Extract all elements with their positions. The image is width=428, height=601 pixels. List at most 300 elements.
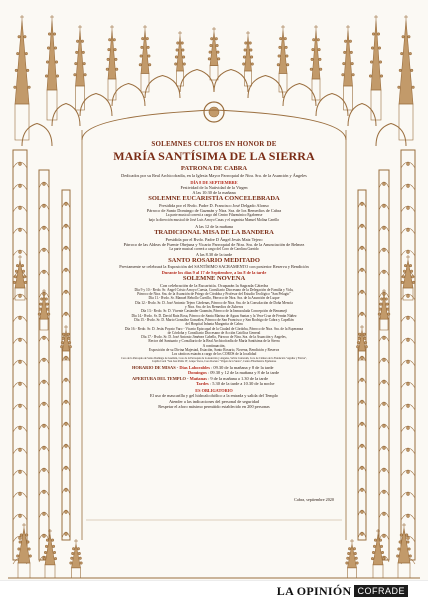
crocket-ornament	[44, 551, 46, 553]
column-boss	[65, 467, 68, 470]
list-item: Día 17.- Rvdo. Sr. D. José Antonio Jiménez Cabello, Párroco de Ntra. Sra. de la Asunción y Ángeles,	[141, 335, 287, 340]
crocket-ornament	[351, 62, 353, 64]
arch-ornament	[283, 84, 316, 107]
crocket-ornament	[277, 64, 279, 66]
column-boss	[407, 185, 410, 188]
spire-ornament	[210, 32, 218, 66]
weekdays-label: Días Laborables	[179, 365, 210, 371]
crocket-ornament	[23, 276, 25, 278]
column-boss	[19, 537, 22, 540]
patron-line: PATRONA DE CABRA	[180, 164, 248, 172]
column-boss	[43, 491, 46, 494]
crocket-ornament	[407, 541, 409, 543]
publisher-section: COFRADE	[354, 585, 408, 597]
column-boss	[65, 445, 68, 448]
sundays-hours: 09.30 y 12 de la mañana y 8 de la tarde	[210, 370, 280, 376]
crocket-ornament	[250, 56, 252, 58]
crocket-ornament	[54, 47, 56, 49]
crocket-ornament	[20, 534, 22, 536]
crocket-ornament	[371, 47, 373, 49]
column-boss	[19, 361, 22, 364]
column-boss	[19, 163, 22, 166]
spire-base	[399, 104, 413, 140]
column-boss	[19, 515, 22, 518]
list-item: Día 9 y 10.- Rvdo. Sr. Ángel Cristo Arroyo Cuesta, Consiliario Diocesano de la Delegación de Familia y Vida,	[134, 287, 294, 292]
list-item: Día 16.- Rvdo. Sr. D. Jesús Poyato Varo - Vicario Episcopal de la Ciudad de Córdoba, Párroco de Ntra. Sra. de la Esperanza	[124, 326, 304, 331]
crocket-ornament	[379, 539, 381, 541]
crocket-ornament	[399, 541, 401, 543]
rules-line-2: Atender a las indicaciones del personal de seguridad	[168, 398, 260, 404]
crocket-ornament	[72, 552, 74, 554]
column-boss	[65, 269, 68, 272]
column-boss	[19, 207, 22, 210]
crocket-ornament	[244, 49, 246, 51]
crocket-ornament	[400, 534, 402, 536]
spire-base	[373, 565, 383, 578]
crocket-ornament	[409, 555, 411, 557]
spire-base	[344, 86, 353, 110]
column-boss	[383, 425, 386, 428]
column-boss	[43, 359, 46, 362]
crocket-ornament	[286, 55, 288, 57]
crocket-ornament	[19, 541, 21, 543]
crocket-ornament	[409, 264, 411, 266]
crocket-ornament	[115, 58, 117, 60]
column-boss	[19, 339, 22, 342]
novena-intro: Con celebración de la Eucaristía. Ocuparán la Sagrada Cátedra	[160, 282, 268, 288]
crocket-ornament	[369, 75, 371, 77]
column-boss	[361, 467, 364, 470]
column-boss	[43, 513, 46, 516]
crocket-ornament	[18, 36, 20, 38]
rosary-time: A las 8.30 de la tarde	[195, 251, 233, 257]
column-boss	[19, 317, 22, 320]
crocket-ornament	[363, 333, 365, 335]
crocket-ornament	[76, 51, 78, 53]
crocket-ornament	[55, 61, 57, 63]
crocket-ornament	[15, 69, 17, 71]
column-boss	[65, 247, 68, 250]
spire-ornament	[18, 528, 30, 563]
eucharist-music: La parte musical correrá a cargo del Centro Filarmónico Egabrense	[165, 213, 263, 218]
spire-base	[279, 73, 287, 92]
crocket-ornament	[109, 39, 111, 41]
crocket-ornament	[385, 298, 387, 300]
crocket-ornament	[216, 44, 218, 46]
crocket-ornament	[26, 534, 28, 536]
crocket-ornament	[56, 75, 58, 77]
column-boss	[407, 405, 410, 408]
crocket-ornament	[114, 48, 116, 50]
column-boss	[43, 447, 46, 450]
crocket-ornament	[40, 303, 42, 305]
spire-ornament	[76, 30, 85, 86]
spire-ornament	[403, 260, 413, 288]
crocket-ornament	[45, 298, 47, 300]
crocket-ornament	[13, 281, 15, 283]
spire-base	[72, 568, 81, 578]
crocket-ornament	[28, 86, 30, 88]
eucharist-presider-role: Párroco de Santo Domingo de Guzmán y Ntra. Sra. de los Remedios de Cabra	[146, 208, 282, 214]
column-boss	[43, 205, 46, 208]
column-boss	[407, 427, 410, 430]
column-boss	[19, 229, 22, 232]
crocket-ornament	[113, 39, 115, 41]
crocket-ornament	[364, 337, 366, 339]
crocket-ornament	[243, 56, 245, 58]
crocket-ornament	[365, 346, 367, 348]
crocket-ornament	[209, 51, 211, 53]
spire-base	[76, 86, 85, 110]
spire-ornament	[399, 20, 413, 104]
spire-base	[210, 66, 218, 80]
crocket-ornament	[387, 308, 389, 310]
crocket-ornament	[116, 68, 118, 70]
column-ornament	[401, 150, 415, 560]
rules-title: ES OBLIGATORIO	[195, 388, 233, 394]
crocket-ornament	[380, 75, 382, 77]
crocket-ornament	[243, 63, 245, 65]
column-boss	[19, 295, 22, 298]
crocket-ornament	[141, 46, 143, 48]
column-boss	[383, 227, 386, 230]
preacher-list	[92, 288, 336, 344]
crocket-ornament	[77, 548, 79, 550]
crocket-ornament	[317, 39, 319, 41]
crocket-ornament	[279, 46, 281, 48]
column-boss	[65, 313, 68, 316]
column-boss	[65, 203, 68, 206]
crocket-ornament	[347, 557, 349, 559]
crocket-ornament	[313, 39, 315, 41]
crocket-ornament	[372, 551, 374, 553]
publisher-banner	[0, 580, 428, 601]
crocket-ornament	[374, 539, 376, 541]
spire-base	[47, 90, 57, 120]
spire-ornament	[371, 20, 381, 90]
crocket-ornament	[357, 341, 359, 343]
crocket-ornament	[353, 548, 355, 550]
publisher-name: LA OPINIÓN	[276, 583, 352, 598]
crocket-ornament	[346, 562, 348, 564]
crocket-ornament	[25, 52, 27, 54]
crocket-ornament	[403, 270, 405, 272]
arch-ornament	[145, 76, 180, 99]
column-boss	[361, 423, 364, 426]
crocket-ornament	[399, 69, 401, 71]
crocket-ornament	[386, 303, 388, 305]
crocket-ornament	[80, 562, 82, 564]
list-item: de Córdoba y Consiliario Diocesano de Acción Católica General	[167, 330, 261, 335]
crocket-ornament	[53, 551, 55, 553]
choirs-line: Los cánticos estarán a cargo de los COROS de la localidad	[171, 352, 257, 357]
opening-label: APERTURA DEL TEMPLO	[132, 375, 186, 381]
crocket-ornament	[356, 562, 358, 564]
crocket-ornament	[211, 38, 213, 40]
dedication-line: Dedicados por su Real Archicofradía, en la Iglesia Mayor Parroquial de Ntra. Sra. de la Asunción y Ángeles	[121, 172, 307, 178]
crocket-ornament	[17, 555, 19, 557]
crocket-ornament	[370, 61, 372, 63]
crocket-ornament	[149, 64, 151, 66]
column-boss	[407, 361, 410, 364]
crocket-ornament	[349, 40, 351, 42]
crocket-ornament	[45, 75, 47, 77]
crocket-ornament	[48, 33, 50, 35]
crocket-ornament	[61, 341, 63, 343]
column-boss	[43, 183, 46, 186]
spire-base	[15, 104, 29, 140]
column-boss	[407, 471, 410, 474]
crocket-ornament	[22, 270, 24, 272]
column-boss	[65, 225, 68, 228]
crocket-ornament	[38, 313, 40, 315]
column-boss	[19, 383, 22, 386]
list-item: del Hospital Infanta Margarita de Cabra	[185, 322, 243, 327]
spire-base	[380, 319, 388, 330]
crocket-ornament	[278, 55, 280, 57]
column-boss	[65, 533, 68, 536]
column-boss	[383, 359, 386, 362]
flag-mass-presider-role: Párroco de las Aldeas de Fuente Obejuna y Vicario Parroquial de Ntra. Sra. de la Anunciación de Belmez	[123, 242, 305, 248]
column-boss	[407, 163, 410, 166]
column-boss	[19, 405, 22, 408]
afternoon-hours: 5.30 de la tarde a 10.30 de la noche	[212, 381, 275, 387]
column-boss	[65, 511, 68, 514]
crocket-ornament	[54, 557, 56, 559]
spire-base	[18, 563, 30, 578]
crocket-ornament	[181, 42, 183, 44]
crocket-ornament	[43, 557, 45, 559]
crocket-ornament	[218, 58, 220, 60]
column-boss	[361, 291, 364, 294]
crocket-ornament	[380, 303, 382, 305]
arch-ornament	[248, 76, 283, 99]
crocket-ornament	[15, 270, 17, 272]
arch-ornament	[214, 70, 248, 93]
crocket-ornament	[249, 42, 251, 44]
crocket-ornament	[402, 276, 404, 278]
crocket-ornament	[46, 61, 48, 63]
column-boss	[361, 489, 364, 492]
crocket-ornament	[344, 40, 346, 42]
column-boss	[65, 291, 68, 294]
crocket-ornament	[71, 557, 73, 559]
column-boss	[19, 427, 22, 430]
crocket-ornament	[251, 63, 253, 65]
column-boss	[407, 229, 410, 232]
crocket-ornament	[148, 55, 150, 57]
column-boss	[43, 227, 46, 230]
spire-ornament	[15, 20, 29, 104]
column-boss	[383, 403, 386, 406]
crocket-ornament	[16, 264, 18, 266]
flag-mass-presider: Presidida por el Rvdo. Padre D Ángel Jesús Maiz Tejero	[165, 236, 263, 242]
column-boss	[383, 469, 386, 472]
crocket-ornament	[217, 51, 219, 53]
spire-base	[348, 568, 357, 578]
column-boss	[361, 379, 364, 382]
crocket-ornament	[404, 264, 406, 266]
crocket-ornament	[372, 33, 374, 35]
column-boss	[407, 251, 410, 254]
intro-line: SOLEMNES CULTOS EN HONOR DE	[151, 140, 277, 148]
list-item: Día 15.- Rvdo. Sr. D. Mario González González, Párroco de San Francisco y San Rodrigo de Cabra y Capellán	[134, 317, 294, 322]
crocket-ornament	[107, 58, 109, 60]
crocket-ornament	[284, 37, 286, 39]
crocket-ornament	[17, 52, 19, 54]
column-boss	[361, 445, 364, 448]
novena-title: SOLEMNE NOVENA	[182, 274, 246, 282]
column-boss	[361, 203, 364, 206]
morning-hours: 9 de la mañana a 1.30 de la tarde	[210, 375, 269, 381]
list-item: Día 11.- Rvdo. Sr. Manuel Rebollo Carrillo, Párroco de Ntra. Sra. de la Asunción de Luque	[148, 296, 280, 301]
crocket-ornament	[76, 40, 78, 42]
crocket-ornament	[358, 337, 360, 339]
column-boss	[383, 535, 386, 538]
column-boss	[407, 515, 410, 518]
spire-ornament	[373, 534, 383, 565]
crocket-ornament	[69, 346, 71, 348]
crocket-ornament	[21, 264, 23, 266]
crocket-ornament	[378, 313, 380, 315]
column-boss	[65, 357, 68, 360]
crocket-ornament	[68, 337, 70, 339]
date-place: Cabra, septiembre 2020	[294, 497, 334, 502]
crocket-ornament	[14, 276, 16, 278]
crocket-ornament	[318, 48, 320, 50]
column-boss	[383, 183, 386, 186]
crocket-ornament	[380, 545, 382, 547]
column-boss	[65, 379, 68, 382]
list-item: Día 12.- Rvdo. Sr. D. José Antonio Tejero Cárdenas, Párroco de Ntra. Sra. de la Consolación de Doña Mencía	[135, 300, 293, 305]
crocket-ornament	[62, 337, 64, 339]
column-boss	[43, 425, 46, 428]
crocket-ornament	[373, 545, 375, 547]
crocket-ornament	[343, 62, 345, 64]
column-boss	[407, 537, 410, 540]
crocket-ornament	[245, 42, 247, 44]
column-boss	[43, 337, 46, 340]
crocket-ornament	[182, 49, 184, 51]
crocket-ornament	[401, 52, 403, 54]
crocket-ornament	[355, 557, 357, 559]
crocket-ornament	[146, 37, 148, 39]
spire-base	[40, 319, 48, 330]
column-boss	[383, 491, 386, 494]
crocket-ornament	[175, 63, 177, 65]
crocket-ornament	[175, 56, 177, 58]
crocket-ornament	[176, 49, 178, 51]
spire-ornament	[279, 30, 287, 73]
spire-ornament	[108, 30, 116, 79]
crocket-ornament	[72, 548, 74, 550]
crocket-ornament	[46, 303, 48, 305]
crocket-ornament	[18, 548, 20, 550]
crocket-ornament	[280, 37, 282, 39]
spire-ornament	[45, 534, 55, 565]
crocket-ornament	[47, 47, 49, 49]
rosary-note: Previamente se celebrará la Exposición del SANTÍSIMO SACRAMENTO con posterior Reserva y Bendición	[119, 264, 309, 270]
list-item: y Ntra. Sra. de los Remedios de Zuheros	[184, 304, 244, 309]
list-item: Párroco de Ntra. Sra. de la Asunción de Priego de Córdoba y Profesor del Estudio Teológico "San Pelagio"	[137, 292, 291, 297]
column-boss	[383, 381, 386, 384]
closing-line: Exposición de su Divina Majestad, Estación, Santo Rosario, Novena, Bendición y Reserva	[148, 348, 280, 353]
spire-ornament	[312, 30, 320, 79]
column-boss	[43, 403, 46, 406]
eucharist-time: A las 10:30 de la mañana	[192, 190, 236, 196]
eucharist-presider: Presidida por el Rvdo. Padre D. Francisco José Delgado Alonso	[159, 203, 269, 208]
crocket-ornament	[68, 341, 70, 343]
crocket-ornament	[311, 58, 313, 60]
column-ornament	[62, 190, 70, 540]
crocket-ornament	[108, 48, 110, 50]
crocket-ornament	[61, 346, 63, 348]
column-ornament	[13, 150, 27, 560]
arch-ornament	[22, 124, 52, 147]
crocket-ornament	[182, 56, 184, 58]
crocket-ornament	[287, 64, 289, 66]
crocket-ornament	[250, 49, 252, 51]
crocket-ornament	[78, 552, 80, 554]
crocket-ornament	[412, 86, 414, 88]
crocket-ornament	[359, 333, 361, 335]
column-boss	[361, 225, 364, 228]
page-title: MARÍA SANTÍSIMA DE LA SIERRA	[113, 149, 315, 164]
crocket-ornament	[46, 539, 48, 541]
flag-mass-time: A las 12 de la mañana	[195, 223, 233, 229]
crocket-ornament	[140, 55, 142, 57]
crocket-ornament	[397, 555, 399, 557]
crocket-ornament	[81, 40, 83, 42]
crocket-ornament	[39, 308, 41, 310]
crocket-ornament	[402, 36, 404, 38]
crocket-ornament	[63, 333, 65, 335]
column-boss	[43, 381, 46, 384]
crocket-ornament	[41, 298, 43, 300]
arch-ornament	[80, 94, 112, 117]
spire-base	[398, 563, 410, 578]
afternoon-label: Tardes	[196, 381, 209, 387]
list-item: Día 14.- Rvdo. Sr. D. David Ruiz Rosa, Párroco de Santa Marina de Aguas Santas y la Vera-Cruz de Fernán Núñez	[131, 313, 297, 318]
column-boss	[43, 271, 46, 274]
crocket-ornament	[84, 74, 86, 76]
crocket-ornament	[82, 51, 84, 53]
column-boss	[19, 493, 22, 496]
crocket-ornament	[408, 548, 410, 550]
column-boss	[361, 313, 364, 316]
eucharist-festivity: Festividad de la Natividad de la Virgen	[180, 184, 248, 190]
spire-ornament	[15, 260, 25, 288]
crocket-ornament	[106, 68, 108, 70]
crocket-ornament	[408, 36, 410, 38]
spire-base	[312, 79, 320, 100]
flag-mass-title: TRADICIONAL MISA DE LA BANDERA	[154, 229, 274, 237]
crocket-ornament	[377, 33, 379, 35]
crocket-ornament	[350, 51, 352, 53]
choirs-detail-2: Capilla Coral "San José Pablo II", Grupo Voces, Coro Rociero "Virgen de la Sierra", Centro Filarmónico Egabrense	[151, 359, 277, 363]
column-boss	[43, 249, 46, 252]
crocket-ornament	[67, 333, 69, 335]
column-boss	[407, 383, 410, 386]
column-boss	[383, 447, 386, 450]
crocket-ornament	[24, 281, 26, 283]
crocket-ornament	[183, 63, 185, 65]
sundays-label: Domingos	[188, 370, 207, 376]
crocket-ornament	[27, 541, 29, 543]
publisher-logo[interactable]	[277, 583, 408, 599]
crocket-ornament	[83, 62, 85, 64]
spire-ornament	[47, 20, 57, 90]
